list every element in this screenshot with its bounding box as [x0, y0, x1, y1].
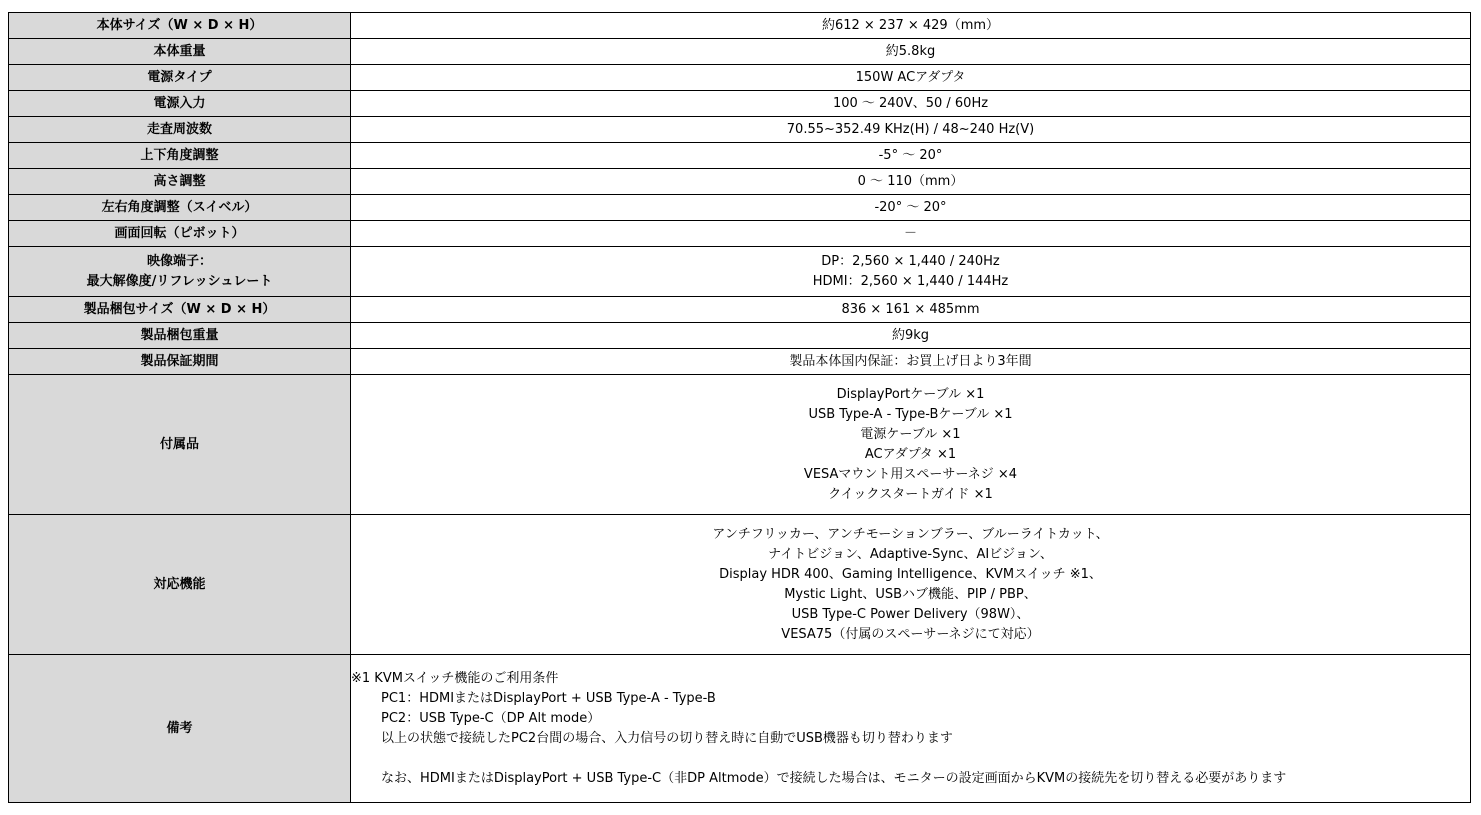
row-value: 約9kg	[351, 323, 1471, 349]
table-row	[9, 195, 1471, 221]
row-value: 150W ACアダプタ	[351, 65, 1471, 91]
notes-title: ※1 KVMスイッチ機能のご利用条件	[351, 670, 559, 686]
value-line: Display HDR 400、Gaming Intelligence、KVMスイッチ ※1、	[719, 566, 1102, 582]
label-line: 最大解像度/リフレッシュレート	[86, 273, 273, 289]
row-label: 高さ調整	[9, 169, 351, 195]
table-row	[9, 117, 1471, 143]
table-row	[9, 297, 1471, 323]
row-label: 本体重量	[9, 39, 351, 65]
row-label: 製品保証期間	[9, 349, 351, 375]
row-label: 製品梱包サイズ（W × D × H）	[9, 297, 351, 323]
row-value: -20° ～ 20°	[351, 195, 1471, 221]
value-line: HDMI：2,560 × 1,440 / 144Hz	[812, 273, 1009, 289]
row-label	[9, 247, 351, 297]
row-value	[351, 375, 1471, 515]
table-row	[9, 323, 1471, 349]
value-line: USB Type-C Power Delivery（98W）、	[791, 606, 1030, 622]
row-label: 画面回転（ピボット）	[9, 221, 351, 247]
value-line: DP：2,560 × 1,440 / 240Hz	[821, 253, 1000, 269]
table-row	[9, 221, 1471, 247]
value-line: VESA75（付属のスペーサーネジにて対応）	[781, 626, 1040, 642]
spec-table	[8, 12, 1471, 803]
value-line: アンチフリッカー、アンチモーションブラー、ブルーライトカット、	[712, 526, 1109, 542]
notes-other: なお、HDMIまたはDisplayPort + USB Type-C（非DP Altmode）で接続した場合は、モニターの設定画面からKVMの接続先を切り替える必要があります	[381, 770, 1287, 786]
value-line: Mystic Light、USBハブ機能、PIP / PBP、	[784, 586, 1037, 602]
row-value: －	[351, 221, 1471, 247]
value-line: USB Type-A - Type-Bケーブル ×1	[808, 406, 1013, 422]
notes-pc1: PC1：HDMIまたはDisplayPort + USB Type-A - Type-B	[381, 690, 716, 706]
row-value: 100 ～ 240V、50 / 60Hz	[351, 91, 1471, 117]
table-row	[9, 143, 1471, 169]
value-line: VESAマウント用スペーサーネジ ×4	[803, 466, 1018, 482]
row-value: 約612 × 237 × 429（mm）	[351, 13, 1471, 39]
notes-cell	[351, 655, 1471, 803]
label-line: 映像端子：	[146, 253, 212, 269]
value-line: DisplayPortケーブル ×1	[836, 386, 985, 402]
value-line: 電源ケーブル ×1	[860, 426, 961, 442]
table-row	[9, 655, 1471, 803]
table-row	[9, 349, 1471, 375]
table-row	[9, 39, 1471, 65]
notes-pc2: PC2：USB Type-C（DP Alt mode）	[381, 710, 601, 726]
table-row	[9, 247, 1471, 297]
row-value	[351, 515, 1471, 655]
value-line: ナイトビジョン、Adaptive-Sync、AIビジョン、	[768, 546, 1053, 562]
row-label: 対応機能	[9, 515, 351, 655]
row-label: 備考	[9, 655, 351, 803]
row-label: 付属品	[9, 375, 351, 515]
notes-spacer	[351, 749, 1470, 769]
value-line: ACアダプタ ×1	[864, 446, 957, 462]
value-line: クイックスタートガイド ×1	[828, 486, 993, 502]
row-label: 本体サイズ（W × D × H）	[9, 13, 351, 39]
row-label: 走査周波数	[9, 117, 351, 143]
row-value: 約5.8kg	[351, 39, 1471, 65]
row-label: 電源入力	[9, 91, 351, 117]
row-value	[351, 247, 1471, 297]
row-label: 電源タイプ	[9, 65, 351, 91]
notes-state: 以上の状態で接続したPC2台間の場合、入力信号の切り替え時に自動でUSB機器も切り替わります	[381, 730, 953, 746]
row-value: 製品本体国内保証：お買上げ日より3年間	[351, 349, 1471, 375]
row-label: 製品梱包重量	[9, 323, 351, 349]
table-row	[9, 515, 1471, 655]
row-value: -5° ～ 20°	[351, 143, 1471, 169]
row-label: 左右角度調整（スイベル）	[9, 195, 351, 221]
table-row	[9, 13, 1471, 39]
row-value: 70.55~352.49 KHz(H) / 48~240 Hz(V)	[351, 117, 1471, 143]
table-row	[9, 65, 1471, 91]
table-row	[9, 375, 1471, 515]
table-row	[9, 91, 1471, 117]
row-value: 836 × 161 × 485mm	[351, 297, 1471, 323]
row-label: 上下角度調整	[9, 143, 351, 169]
table-row	[9, 169, 1471, 195]
row-value: 0 ～ 110（mm）	[351, 169, 1471, 195]
